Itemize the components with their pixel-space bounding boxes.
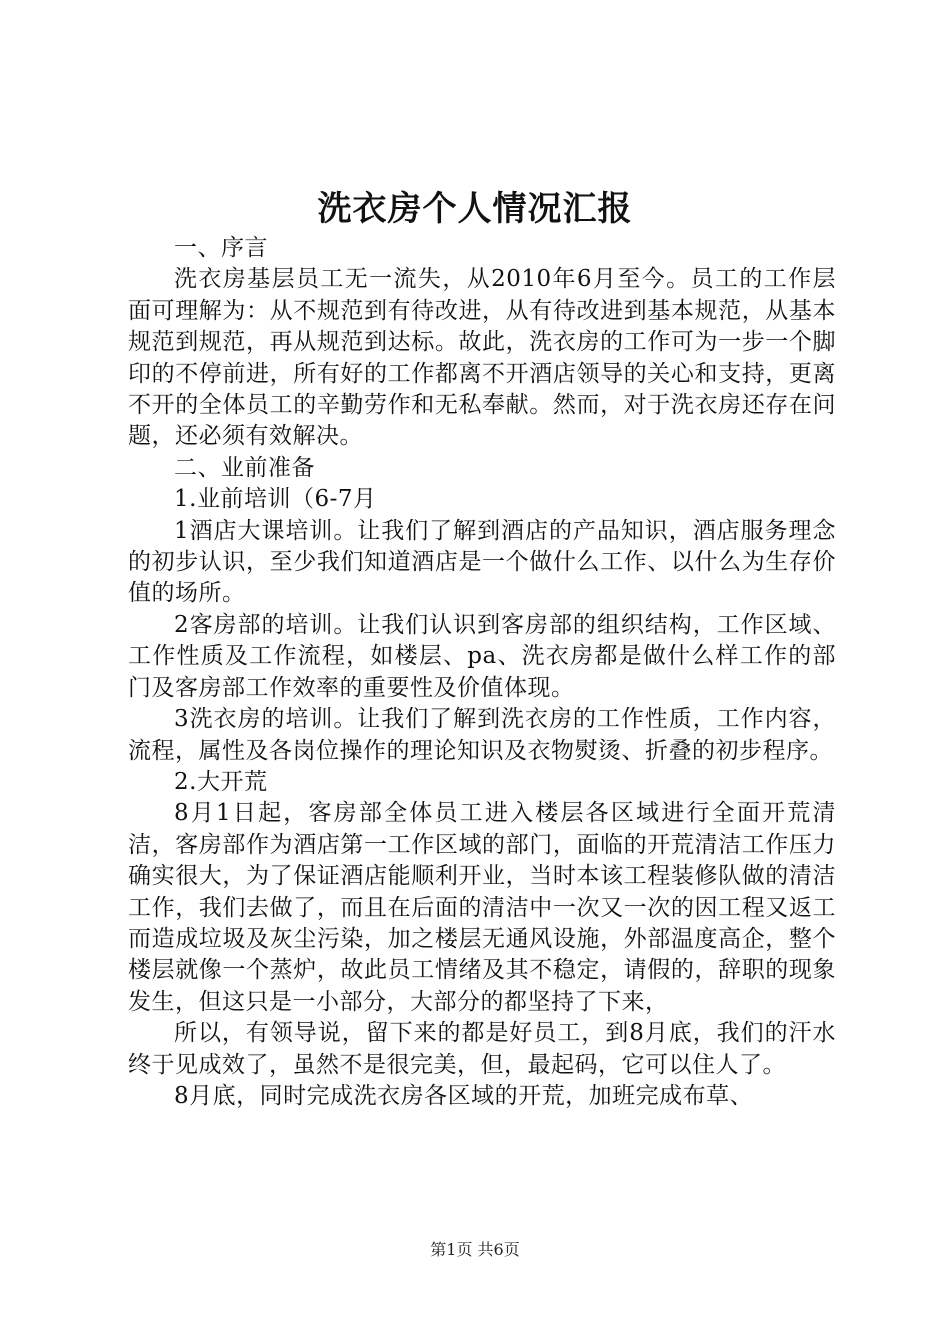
paragraph: 8月底，同时完成洗衣房各区域的开荒，加班完成布草、 bbox=[174, 1082, 754, 1109]
document-title: 洗衣房个人情况汇报 bbox=[317, 189, 633, 229]
subheading-cleaning: 2.大开荒 bbox=[174, 768, 268, 795]
paragraph: 3洗衣房的培训。让我们了解到洗衣房的工作性质，工作内容，流程，属性及各岗位操作的理论知识及衣物熨烫、折叠的初步程序。 bbox=[128, 706, 836, 764]
paragraph: 所以，有领导说，留下来的都是好员工，到8月底，我们的汗水终于见成效了，虽然不是很完美，但，最起码，它可以住人了。 bbox=[128, 1020, 836, 1078]
section-heading-preparation: 二、业前准备 bbox=[174, 454, 315, 481]
paragraph: 洗衣房基层员工无一流失，从2010年6月至今。员工的工作层面可理解为：从不规范到有待改进，从有待改进到基本规范，从基本规范到规范，再从规范到达标。故此，洗衣房的工作可为一步一个脚印的不停前进，所有好的工作都离不开酒店领导的关心和支持，更离不开的全体员工的辛勤劳作和无私奉献。然而，对于洗衣房还存在问题，还必须有效解决。 bbox=[128, 266, 836, 450]
section-heading-preface: 一、序言 bbox=[174, 235, 268, 261]
subheading-training: 1.业前培训（6-7月 bbox=[174, 486, 377, 513]
paragraph: 1酒店大课培训。让我们了解到酒店的产品知识，酒店服务理念的初步认识，至少我们知道酒店是一个做什么工作、以什么为生存价值的场所。 bbox=[128, 517, 836, 607]
document-body bbox=[128, 233, 836, 1112]
page-number: 第1页 共6页 bbox=[430, 1240, 520, 1259]
paragraph: 2客房部的培训。让我们认识到客房部的组织结构，工作区域、工作性质及工作流程，如楼层、pa、洗衣房都是做什么样工作的部门及客房部工作效率的重要性及价值体现。 bbox=[128, 611, 836, 701]
paragraph: 8月1日起，客房部全体员工进入楼层各区域进行全面开荒清洁，客房部作为酒店第一工作区域的部门，面临的开荒清洁工作压力确实很大，为了保证酒店能顺利开业，当时本该工程装修队做的清洁工作，我们去做了，而且在后面的清洁中一次又一次的因工程又返工而造成垃圾及灰尘污染，加之楼层无通风设施，外部温度高企，整个楼层就像一个蒸炉，故此员工情绪及其不稳定，请假的，辞职的现象发生，但这只是一小部分，大部分的都坚持了下来， bbox=[128, 800, 836, 1015]
